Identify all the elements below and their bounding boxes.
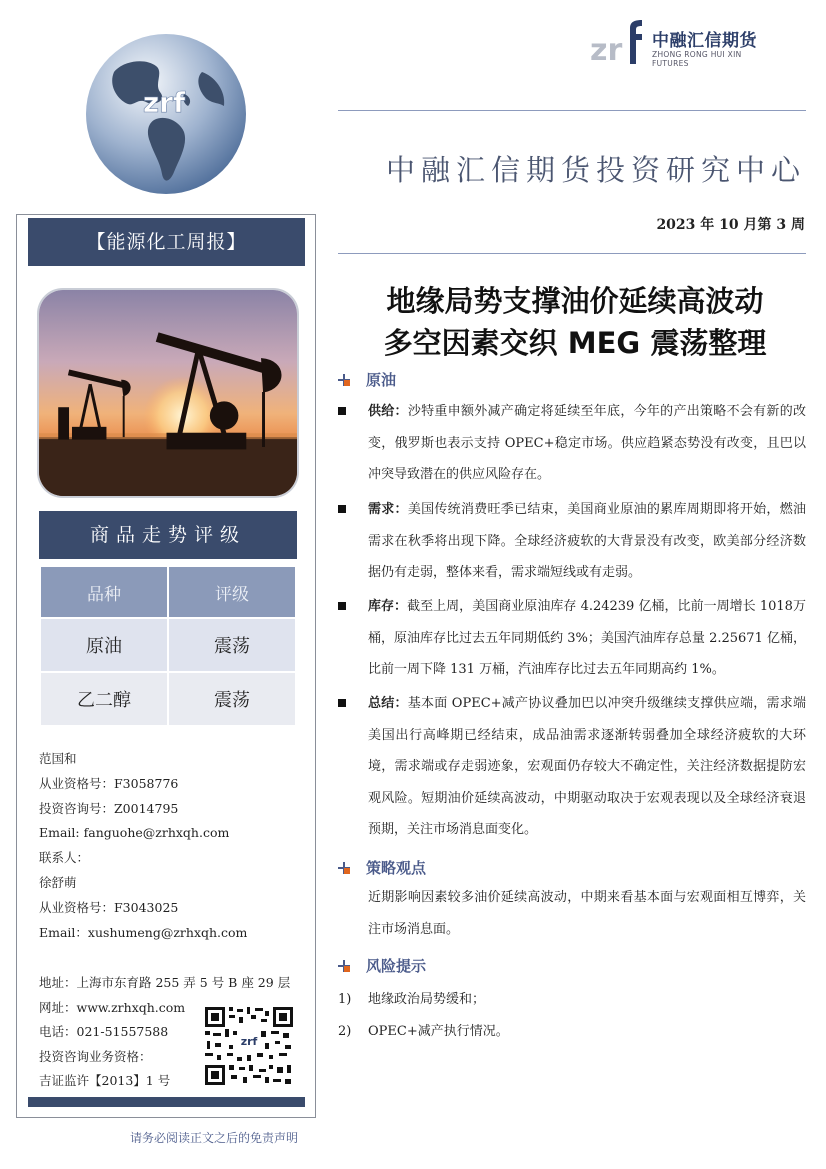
strategy-section-title <box>338 857 426 878</box>
globe-logo-image <box>84 32 248 196</box>
table-row <box>41 673 295 725</box>
brand-logo <box>590 18 780 66</box>
rating-header-commodity: 品种 <box>41 567 167 617</box>
risk-section-title <box>338 955 426 976</box>
bullet-label: 总结： <box>368 696 408 711</box>
disclaimer-notice: 请务必阅读正文之后的免责声明 <box>130 1131 299 1145</box>
contact-name: 徐舒萌 <box>39 874 77 890</box>
contact-email: Email：xushumeng@zrhxqh.com <box>39 924 248 940</box>
analyst-license: 从业资格号：F3058776 <box>39 775 179 791</box>
section-marker-icon <box>338 862 350 874</box>
crude-oil-section-title <box>338 369 396 390</box>
zrf-logo-mark <box>590 18 648 66</box>
bullet-text: 截至上周，美国商业原油库存 4.24239 亿桶，比前一周增长 1018万桶，原油库存比过去五年同期低约 3%；美国汽油库存总量 2.25671 亿桶，比前一周下降 131 万桶，汽油库存比过去五年同期高约 1%。 <box>368 599 806 677</box>
rating-table <box>39 565 297 727</box>
rating-cell-rating: 震荡 <box>169 673 295 725</box>
section-marker-icon <box>338 374 350 386</box>
company-address: 地址：上海市东育路 255 弄 5 号 B 座 29 层 <box>39 975 291 990</box>
risk-number: 2) <box>338 1024 352 1039</box>
date-divider <box>338 253 806 254</box>
sidebar-panel <box>16 214 316 1118</box>
crude-oil-section-label: 原油 <box>366 371 397 389</box>
bullet-demand <box>338 494 806 589</box>
risk-item <box>338 988 485 1007</box>
company-phone: 电话：021-51557588 <box>39 1024 169 1040</box>
bullet-square-icon <box>338 699 346 707</box>
risk-text: OPEC+减产执行情况。 <box>368 1024 509 1039</box>
bullet-text: 美国传统消费旺季已结束，美国商业原油的累库周期即将开始，燃油需求在秋季将出现下降。全球经济疲软的大背景没有改变，欧美部分经济数据仍有走弱，整体来看，需求端短线或有走弱。 <box>368 502 806 580</box>
oil-pumpjack-sunset-image <box>37 288 299 498</box>
contact-label: 联系人： <box>39 850 90 866</box>
advisory-qualification-label: 投资咨询业务资格： <box>39 1048 152 1064</box>
report-headline <box>330 280 820 364</box>
analyst-advisory-license: 投资咨询号：Z0014795 <box>39 800 179 816</box>
bullet-label: 供给： <box>368 404 408 419</box>
globe-logo-letters: zrf <box>142 86 186 119</box>
bullet-label: 库存： <box>368 599 408 614</box>
rating-cell-commodity: 原油 <box>41 619 167 671</box>
bullet-square-icon <box>338 407 346 415</box>
rating-cell-rating: 震荡 <box>169 619 295 671</box>
rating-header-rating: 评级 <box>169 567 295 617</box>
svg-text:zrf: zrf <box>240 1035 258 1048</box>
table-row <box>41 619 295 671</box>
headline-line-2: 多空因素交织 MEG 震荡整理 <box>383 326 767 360</box>
report-type-banner: 【能源化工周报】 <box>28 218 305 266</box>
risk-text: 地缘政治局势缓和； <box>368 992 486 1007</box>
rating-section-title: 商品走势评级 <box>39 511 297 559</box>
strategy-section-label: 策略观点 <box>366 859 427 877</box>
analyst-email: Email: fanguohe@zrhxqh.com <box>39 825 230 841</box>
bullet-text: 沙特重申额外减产确定将延续至年底，今年的产出策略不会有新的改变，俄罗斯也表示支持 OPEC+稳定市场。供应趋紧态势没有改变，且巴以冲突导致潜在的供应风险存在。 <box>368 404 806 482</box>
bullet-supply <box>338 396 806 491</box>
brand-name-cn: 中融汇信期货 <box>652 31 757 51</box>
headline-line-1: 地缘局势支撑油价延续高波动 <box>386 284 764 318</box>
bullet-text: 基本面 OPEC+减产协议叠加巴以冲突升级继续支撑供应端，需求端美国出行高峰期已经结束，成品油需求逐渐转弱叠加全球经济疲软的大环境，需求端或存走弱迹象，宏观面仍存较大不确定性，关注经济数据提防宏观风险。短期油价延续高波动，中期驱动取决于宏观表现以及全球经济衰退预期，关注市场消息面变化。 <box>368 696 806 837</box>
risk-section-label: 风险提示 <box>366 957 427 975</box>
header-divider <box>338 110 806 111</box>
svg-text:zr: zr <box>590 33 623 66</box>
bullet-label: 需求： <box>368 502 408 517</box>
analyst-name: 范国和 <box>39 751 77 766</box>
issue-date: 2023 年 10 月第 3 周 <box>656 217 805 233</box>
bullet-square-icon <box>338 602 346 610</box>
rating-cell-commodity: 乙二醇 <box>41 673 167 725</box>
brand-name-en: ZHONG RONG HUI XIN FUTURES <box>652 50 742 68</box>
contact-license: 从业资格号：F3043025 <box>39 899 179 915</box>
bullet-square-icon <box>338 505 346 513</box>
sidebar-footer-bar <box>28 1097 305 1107</box>
section-marker-icon <box>338 960 350 972</box>
bullet-inventory <box>338 591 806 686</box>
risk-item <box>338 1020 509 1039</box>
advisory-qualification-number: 吉证监许【2013】1 号 <box>39 1073 171 1089</box>
research-center-title: 中融汇信期货投资研究中心 <box>385 153 806 187</box>
qr-code-image <box>203 1005 295 1087</box>
company-website: 网址：www.zrhxqh.com <box>39 999 186 1015</box>
risk-number: 1) <box>338 992 352 1007</box>
strategy-paragraph: 近期影响因素较多油价延续高波动，中期来看基本面与宏观面相互博弈，关注市场消息面。 <box>368 890 806 937</box>
bullet-summary <box>338 688 806 846</box>
analyst-contacts <box>39 747 247 945</box>
